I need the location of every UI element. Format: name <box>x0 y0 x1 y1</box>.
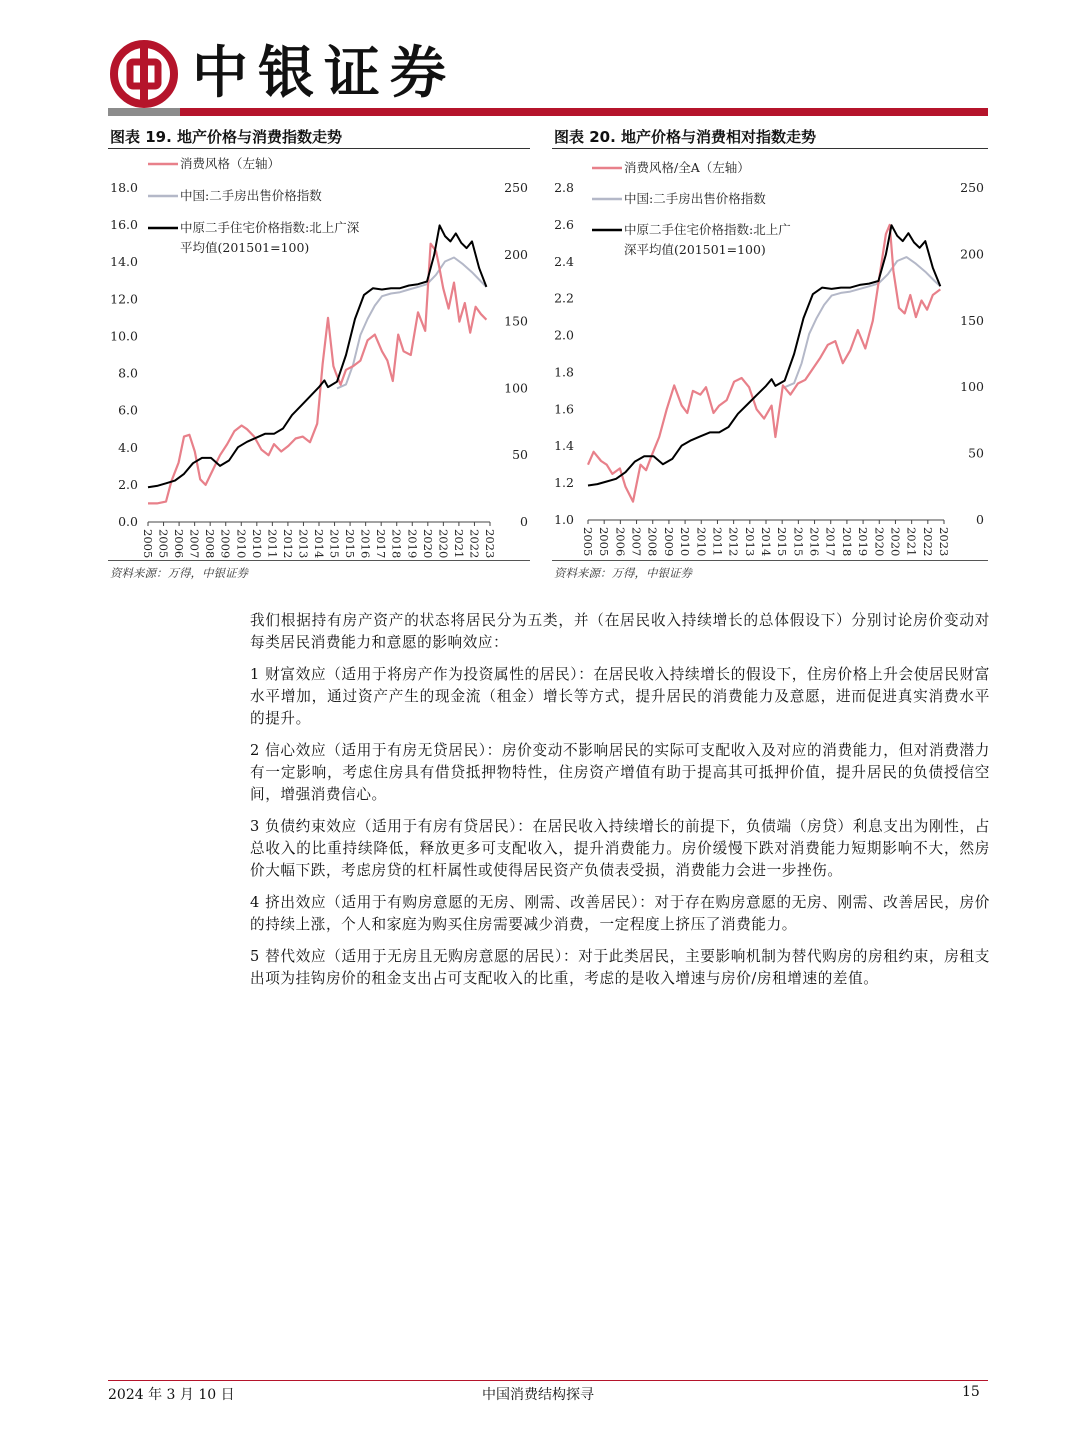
y-right-tick-label: 250 <box>960 180 984 195</box>
x-tick-label: 2005 <box>581 527 595 557</box>
secondhand-price-index-line <box>337 258 486 389</box>
x-tick-label: 2015 <box>343 529 358 559</box>
x-tick-label: 2016 <box>358 529 373 559</box>
y-right-tick-label: 150 <box>960 312 984 328</box>
figure-20-title: 图表 20. 地产价格与消费相对指数走势 <box>554 128 817 146</box>
y-right-tick-label: 100 <box>960 379 984 395</box>
y-left-tick-label: 1.4 <box>554 438 574 454</box>
y-left-tick-label: 8.0 <box>118 365 138 381</box>
body-text <box>250 610 990 1000</box>
x-tick-label: 2017 <box>374 529 389 559</box>
x-tick-label: 2015 <box>791 527 806 557</box>
x-tick-label: 2019 <box>856 527 871 557</box>
figure-20-bottom-rule <box>552 560 988 561</box>
page-number: 15 <box>962 1384 980 1400</box>
centaline-index-line <box>588 225 940 485</box>
y-left-tick-label: 2.8 <box>554 180 574 195</box>
x-tick-label: 2013 <box>742 527 757 557</box>
x-tick-label: 2011 <box>265 529 280 559</box>
x-tick-label: 2007 <box>629 527 644 557</box>
y-left-tick-label: 2.0 <box>554 327 574 343</box>
x-tick-label: 2014 <box>312 529 326 559</box>
y-right-tick-label: 0 <box>520 514 528 529</box>
legend-centaline-index-cont-label: 深平均值(201501=100) <box>624 242 766 257</box>
paragraph-intro: 我们根据持有房产资产的状态将居民分为五类，并（在居民收入持续增长的总体假设下）分别讨论房价变动对每类居民消费能力和意愿的影响效应： <box>250 612 990 651</box>
figure-20-source: 资料来源：万得，中银证券 <box>554 566 692 580</box>
figure-19-top-rule <box>108 148 530 149</box>
y-left-tick-label: 12.0 <box>110 291 138 307</box>
x-tick-label: 2014 <box>759 527 773 557</box>
paragraph-debt-constraint-effect: 3 负债约束效应（适用于有房有贷居民）：在居民收入持续增长的前提下，负债端（房贷）利息支出为刚性，占总收入的比重持续降低，释放更多可支配收入，提升消费能力。房价缓慢下跌对消费能力短期影响不大，然房价大幅下跌，考虑房贷的杠杆属性或使得居民资产负债表受损，消费能力会进一步挫伤。 <box>250 818 990 879</box>
figure-19-bottom-rule <box>108 560 530 561</box>
x-tick-label: 2022 <box>467 529 482 559</box>
y-right-tick-label: 50 <box>512 447 528 463</box>
x-tick-label: 2015 <box>327 529 342 559</box>
y-left-tick-label: 1.0 <box>554 512 574 527</box>
y-left-tick-label: 2.6 <box>554 216 574 232</box>
x-tick-label: 2017 <box>823 527 838 557</box>
y-right-tick-label: 150 <box>504 313 528 329</box>
legend-consumer-style-label: 消费风格/全A（左轴） <box>624 160 750 175</box>
header-bar <box>108 108 988 116</box>
figure-20-chart <box>552 150 988 560</box>
footer-rule <box>108 1380 988 1381</box>
paragraph-confidence-effect: 2 信心效应（适用于有房无贷居民）：房价变动不影响居民的实际可支配收入及对应的消费能力，但对消费潜力有一定影响，考虑住房具有借贷抵押物特性，住房资产增值有助于提高其可抵押价值，提升居民的负债授信空间，增强消费信心。 <box>250 742 990 803</box>
x-tick-label: 2020 <box>436 529 451 559</box>
x-tick-label: 2006 <box>172 529 187 559</box>
secondhand-price-index-line <box>785 257 941 387</box>
consumer-style-line <box>148 244 486 504</box>
x-tick-label: 2005 <box>597 527 612 557</box>
consumer-style-line <box>588 225 940 502</box>
y-left-tick-label: 2.4 <box>554 253 574 269</box>
y-left-tick-label: 2.2 <box>554 290 574 306</box>
bank-of-china-logo <box>110 40 178 108</box>
x-tick-label: 2011 <box>710 527 725 557</box>
x-tick-label: 2005 <box>141 529 155 559</box>
x-tick-label: 2010 <box>234 529 249 559</box>
x-tick-label: 2023 <box>937 527 951 557</box>
x-tick-label: 2010 <box>694 527 709 557</box>
x-tick-label: 2020 <box>872 527 887 557</box>
y-left-tick-label: 10.0 <box>110 328 138 344</box>
x-tick-label: 2021 <box>451 529 466 559</box>
x-tick-label: 2013 <box>296 529 311 559</box>
y-left-tick-label: 6.0 <box>118 402 138 418</box>
footer-title: 中国消费结构探寻 <box>482 1387 594 1403</box>
legend-centaline-index-cont-label: 平均值(201501=100) <box>180 240 310 255</box>
y-left-tick-label: 1.6 <box>554 401 574 417</box>
y-right-tick-label: 0 <box>976 512 984 527</box>
x-tick-label: 2020 <box>420 529 435 559</box>
y-right-tick-label: 50 <box>968 445 984 461</box>
x-tick-label: 2019 <box>405 529 420 559</box>
y-left-tick-label: 18.0 <box>110 180 138 195</box>
centaline-index-line <box>148 225 486 487</box>
y-left-tick-label: 4.0 <box>118 439 138 455</box>
y-left-tick-label: 16.0 <box>110 217 138 233</box>
paragraph-wealth-effect: 1 财富效应（适用于将房产作为投资属性的居民）：在居民收入持续增长的假设下，住房价格上升会使居民财富水平增加，通过资产产生的现金流（租金）增长等方式，提升居民的消费能力及意愿，进而促进真实消费水平的提升。 <box>250 666 990 727</box>
x-tick-label: 2023 <box>483 529 497 559</box>
y-right-tick-label: 250 <box>504 180 528 195</box>
legend-centaline-index-label: 中原二手住宅价格指数:北上广深 <box>180 220 360 235</box>
x-tick-label: 2015 <box>775 527 790 557</box>
legend-consumer-style-label: 消费风格（左轴） <box>180 156 281 171</box>
y-left-tick-label: 2.0 <box>118 476 138 492</box>
x-tick-label: 2018 <box>389 529 404 559</box>
footer-date: 2024 年 3 月 10 日 <box>108 1387 235 1403</box>
legend-centaline-index-label: 中原二手住宅价格指数:北上广 <box>624 222 791 237</box>
y-right-tick-label: 200 <box>960 246 984 262</box>
x-tick-label: 2022 <box>920 527 935 557</box>
legend-secondhand-price-index-label: 中国:二手房出售价格指数 <box>624 191 766 206</box>
x-tick-label: 2010 <box>678 527 693 557</box>
figure-19-source: 资料来源：万得，中银证券 <box>110 566 248 580</box>
x-tick-label: 2005 <box>156 529 171 559</box>
figure-19-title: 图表 19. 地产价格与消费指数走势 <box>110 128 343 146</box>
x-tick-label: 2007 <box>187 529 202 559</box>
x-tick-label: 2021 <box>904 527 919 557</box>
x-tick-label: 2020 <box>888 527 903 557</box>
y-left-tick-label: 14.0 <box>110 254 138 270</box>
paragraph-crowding-out-effect: 4 挤出效应（适用于有购房意愿的无房、刚需、改善居民）：对于存在购房意愿的无房、刚需、改善居民，房价的持续上涨，个人和家庭为购买住房需要减少消费，一定程度上挤压了消费能力。 <box>250 894 990 933</box>
brand-name: 中银证券 <box>192 41 456 106</box>
x-tick-label: 2006 <box>613 527 628 557</box>
y-left-tick-label: 0.0 <box>118 514 138 529</box>
x-tick-label: 2009 <box>218 529 233 559</box>
x-tick-label: 2016 <box>807 527 822 557</box>
x-tick-label: 2012 <box>280 529 295 559</box>
x-tick-label: 2009 <box>661 527 676 557</box>
figure-20-top-rule <box>552 148 988 149</box>
y-right-tick-label: 100 <box>504 380 528 396</box>
y-left-tick-label: 1.8 <box>554 364 574 380</box>
y-left-tick-label: 1.2 <box>554 475 574 491</box>
paragraph-substitution-effect: 5 替代效应（适用于无房且无购房意愿的居民）：对于此类居民，主要影响机制为替代购房的房租约束，房租支出项为挂钩房价的租金支出占可支配收入的比重，考虑的是收入增速与房价/房租增速的差值。 <box>250 948 990 987</box>
x-tick-label: 2018 <box>839 527 854 557</box>
x-tick-label: 2008 <box>645 527 660 557</box>
x-tick-label: 2010 <box>249 529 264 559</box>
x-tick-label: 2012 <box>726 527 741 557</box>
y-right-tick-label: 200 <box>504 246 528 262</box>
x-tick-label: 2008 <box>203 529 218 559</box>
figure-19-chart <box>108 150 530 560</box>
legend-secondhand-price-index-label: 中国:二手房出售价格指数 <box>180 188 322 203</box>
